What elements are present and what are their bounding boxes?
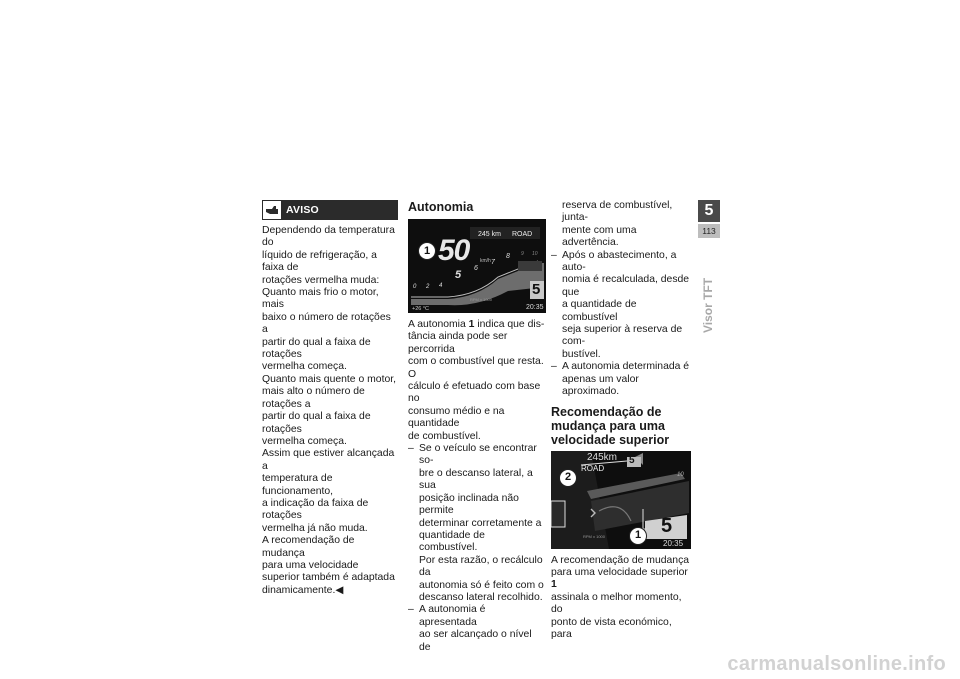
range-column xyxy=(408,200,546,654)
tick-5: 5 xyxy=(455,269,462,281)
tick-6: 6 xyxy=(474,265,478,272)
callout-1-shift: 1 xyxy=(629,527,647,545)
page-number: 113 xyxy=(698,224,720,238)
shift-recommendation-column xyxy=(551,200,691,641)
tick-8: 8 xyxy=(506,253,510,260)
bullet-reserve-part2: reserva de combustível, junta- mente com uma advertência. xyxy=(562,200,673,249)
range-intro: A autonomia 1 indica que dis- tância ainda pode ser percorrida com o combustível que resta. O cálculo é efetuado com base no consumo médio e na quantidade de combustível. xyxy=(408,319,545,442)
rpm-scale-label: RPM x 1000 xyxy=(470,297,493,302)
bullet-reserve-part1: – A autonomia é apresentada ao ser alcançado o nível de xyxy=(408,604,532,653)
rpm-scale-label-2: RPM x 1000 xyxy=(583,533,606,539)
watermark: carmanualsonline.info xyxy=(727,653,946,675)
ref-callout-1-shift: 1 xyxy=(551,579,557,591)
shift-recommendation-heading: Recomendação de mudança para uma velocidade superior xyxy=(551,404,670,447)
ride-mode-label: ROAD xyxy=(512,231,533,238)
chapter-title: Visor TFT xyxy=(701,277,715,333)
speed-readout: 50 xyxy=(438,234,470,267)
chapter-number: 5 xyxy=(698,200,720,222)
warning-label: AVISO xyxy=(286,203,319,216)
warning-column xyxy=(262,200,398,597)
warning-header xyxy=(262,200,398,220)
shift-display-image xyxy=(551,451,691,549)
range-readout: 245 km xyxy=(478,231,501,238)
range-readout-2: 245km xyxy=(587,451,618,463)
ride-mode-label-2: ROAD xyxy=(581,463,605,473)
chapter-tab xyxy=(698,200,720,238)
clock-readout-2: 20:35 xyxy=(663,538,684,548)
callout-2: 2 xyxy=(559,469,577,487)
temperature-readout: +26 °C xyxy=(412,306,430,312)
speed-unit: km/h xyxy=(480,258,491,264)
warning-hand-icon xyxy=(262,200,282,220)
tick-4: 4 xyxy=(439,283,443,289)
clock-readout: 20:35 xyxy=(526,304,544,311)
tick-7: 7 xyxy=(491,259,495,266)
tick-10-label: 10 xyxy=(677,471,684,478)
gear-indicator-2: 5 xyxy=(661,514,673,537)
tick-10: 10 xyxy=(532,251,538,257)
ref-callout-1: 1 xyxy=(468,319,475,330)
callout-1: 1 xyxy=(418,242,436,260)
range-display-image xyxy=(408,219,546,313)
bullet-side-stand: – Se o veículo se encontrar so- bre o descanso lateral, a sua posição inclinada não permite determinar corretamente a quantidade de combustível. Por esta razão, o recálculo da autonomia só é feito com o descanso lateral recolhido. xyxy=(408,443,544,603)
shift-recommendation-body: A recomendação de mudança para uma velocidade superior 1 assinala o melhor momento, do ponto de vista económico, para xyxy=(551,554,690,640)
tick-2: 2 xyxy=(426,284,430,290)
tick-0: 0 xyxy=(413,284,417,290)
tick-9: 9 xyxy=(521,251,524,257)
gear-up-indicator: 5 xyxy=(629,454,635,466)
warning-text: Dependendo da temperatura do líquido de refrigeração, a faixa de rotações vermelha muda: Quanto mais frio o motor, mais baixo o número de rotações a partir do qual a faixa de rotações vermelha começa. Quanto mais quente o motor, mais alto o número de rotações a partir do qual a faixa de rotações vermelha começa. Assim que estiver alcançada a temperatura de funcionamento, a indicação da faixa de rotações vermelha já não muda. A recomendação de mudança para uma velocidade superior também é adaptada dinamicamente.◀ xyxy=(262,225,397,596)
bullet-refuel: – Após o abastecimento, a auto- nomia é recalculada, desde que a quantidade de combustível seja superior à reserva de com- bustível. xyxy=(551,249,690,360)
bullet-approximate: – A autonomia determinada é apenas um valor aproximado. xyxy=(551,361,690,398)
gear-indicator: 5 xyxy=(532,281,541,298)
range-heading: Autonomia xyxy=(408,200,474,214)
